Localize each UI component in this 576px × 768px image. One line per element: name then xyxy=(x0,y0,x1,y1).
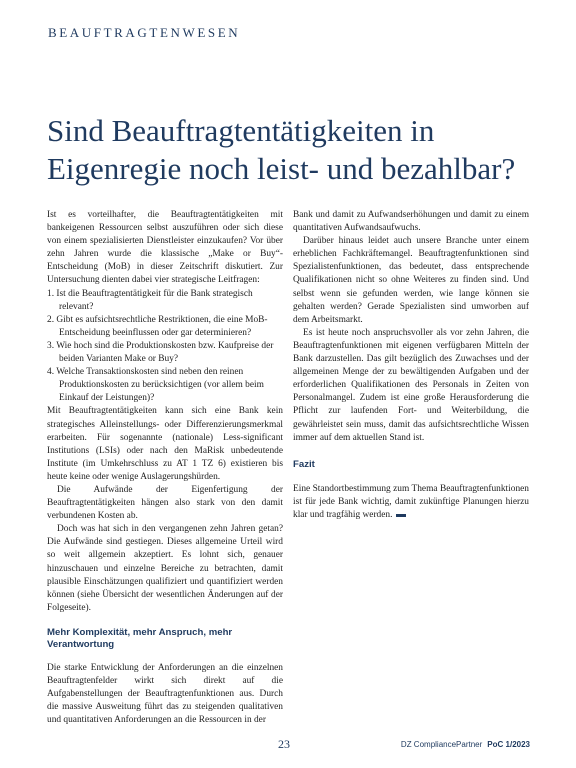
list-item: 4. Welche Transaktionskosten sind neben den reinen Produktionskosten zu berücksichtigen (vor allem beim Einkauf der Leistungen)? xyxy=(47,367,264,404)
list-item: 2. Gibt es aufsichtsrechtliche Restriktionen, die eine MoB-Entscheidung beeinflussen oder gar determinieren? xyxy=(47,314,268,338)
body-paragraph: Es ist heute noch anspruchsvoller als vor zehn Jahren, die Beauftragtenfunktionen mit eigenen verfügbaren Mitteln der Bank darzustellen. Das gilt bezüglich des Zuwachses und der allgemeinen Menge der zu bewältigenden Aufgaben und der erforderlichen Qualifikationen des Personals in Zeiten von Personalmangel. Zudem ist eine große Herausforderung die Pflicht zur laufenden Fort- und Weiterbildung, die gewährleistet sein muss, damit das aufsichtsrechtliche Wissen immer auf dem aktuellen Stand ist. xyxy=(293,327,529,443)
page-number: 23 xyxy=(278,737,290,751)
intro-paragraph: Ist es vorteilhafter, die Beauftragtentätigkeiten mit bankeigenen Ressourcen selbst auszuführen oder sich diese von einem spezialisierten Dienstleister einzukaufen? Vor über zehn Jahren wurde die klassische „Make or Buy“-Entscheidung (MoB) in dieser Zeitschrift diskutiert. Zur Untersuchung dienten dabei vier strategische Leitfragen: xyxy=(47,210,283,286)
body-paragraph: Die starke Entwicklung der Anforderungen an die einzelnen Beauftragtenfelder wirkt sich direkt auf die Aufgabenstellungen der Beauftragtenfunktionen aus. Durch die massive Ausweitung führt das zu steigenden qualitativen und quantitativen Anforderungen an die Ressourcen in der xyxy=(47,662,283,726)
body-paragraph: Darüber hinaus leidet auch unsere Branche unter einem erheblichen Fachkräftemangel. Beauftragtenfunktionen sind Spezialistenfunktionen, das bedeutet, dass entsprechende Qualifikationen nicht so ohne Weiteres zu finden sind. Und selbst wenn sie gefunden werden, wie lange können sie gehalten werden? Gerade Spezialisten sind umworben auf dem Arbeitsmarkt. xyxy=(293,236,529,325)
article-headline: Sind Beauftragtentätigkeiten in Eigenregie noch leist- und bezahlbar? xyxy=(47,113,516,186)
fazit-heading: Fazit xyxy=(293,458,315,470)
conclusion-paragraph xyxy=(293,483,529,522)
conclusion-text: Eine Standortbestimmung zum Thema Beauftragtenfunktionen ist für jede Bank wichtig, damit zukünftige Planungen hierzu klar und tragfähig werden. xyxy=(293,484,529,521)
body-paragraph: Bank und damit zu Aufwandserhöhungen und damit zu einem quantitativen Aufwandsaufwuchs. xyxy=(293,210,529,234)
end-of-article-icon xyxy=(396,514,406,517)
left-column xyxy=(47,209,283,727)
body-paragraph: Die Aufwände der Eigenfertigung der Beauftragtentätigkeiten hängen also stark von den damit verbundenen Kosten ab. xyxy=(47,484,283,522)
body-paragraph: Mit Beauftragtentätigkeiten kann sich eine Bank kein strategisches Alleinstellungs- oder Differenzierungsmerkmal erarbeiten. Für sogenannte (nationale) Less-significant Institutions (LSIs) oder nach den MaRisk unbedeutende Institute (im Umkehrschluss zu AT 1 TZ 6) existieren bis heute keine oder wenige Auslagerungshürden. xyxy=(47,406,283,482)
section-label: BEAUFTRAGTENWESEN xyxy=(48,25,241,40)
body-paragraph: Doch was hat sich in den vergangenen zehn Jahren getan? Die Aufwände sind gestiegen. Dieses allgemeine Urteil wird so weit allgemein akzeptiert. Es lohnt sich, genauer hinzuschauen und einzelne Bereiche zu betrachten, damit plausible Einschätzungen qualifiziert und quantifiziert werden können (siehe Übersicht der wesentlichen Änderungen auf der Folgeseite). xyxy=(47,524,283,613)
guiding-questions-list xyxy=(47,288,283,406)
issue-label: PoC 1/2023 xyxy=(487,740,530,749)
publication-name: DZ CompliancePartner xyxy=(400,740,483,749)
footer-publication xyxy=(401,740,530,749)
list-item: 3. Wie hoch sind die Produktionskosten bzw. Kaufpreise der beiden Varianten Make or Buy? xyxy=(47,340,274,365)
subheading: Mehr Komplexität, mehr Anspruch, mehr Verantwortung xyxy=(47,626,233,651)
right-column xyxy=(293,209,529,522)
list-item: 1. Ist die Beauftragtentätigkeit für die Bank strategisch relevant? xyxy=(47,288,253,312)
